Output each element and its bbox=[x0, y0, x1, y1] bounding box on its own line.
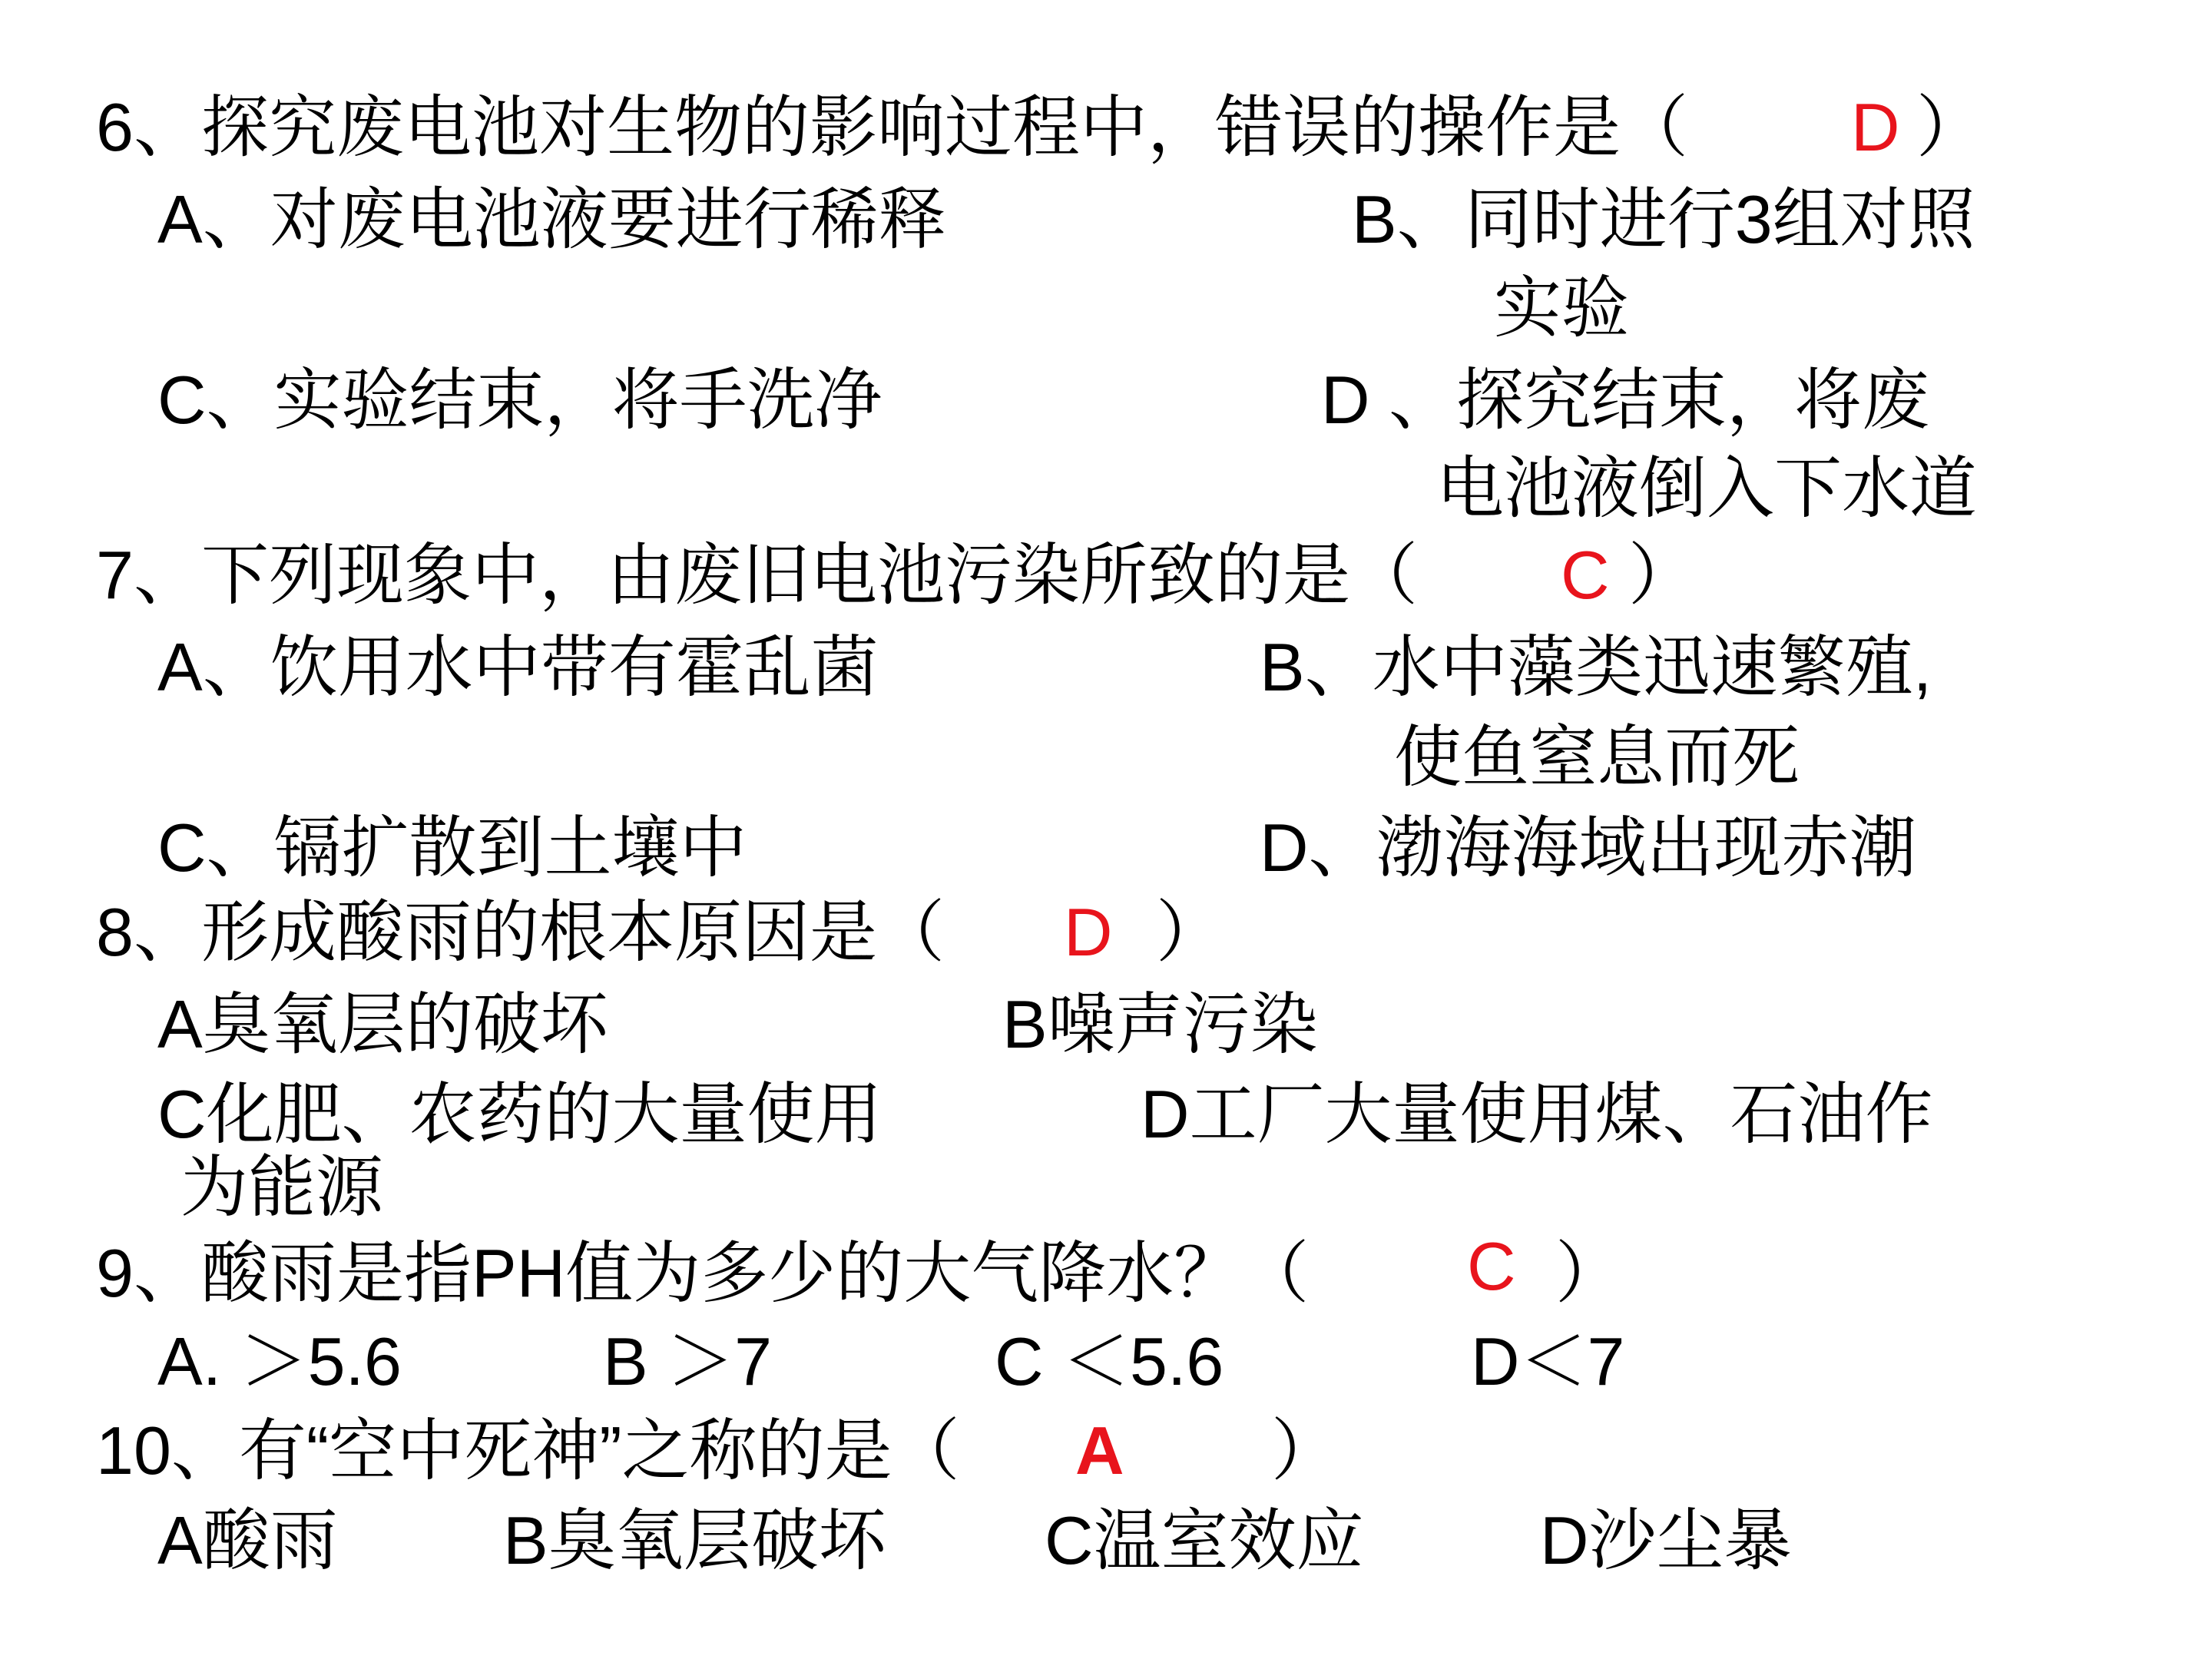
q10-answer: A bbox=[1075, 1412, 1124, 1488]
q8-option-a: A臭氧层的破坏 bbox=[157, 986, 608, 1062]
q8-option-d-cont: 为能源 bbox=[180, 1149, 384, 1225]
q8-option-c: C化肥、农药的大量使用 bbox=[157, 1076, 882, 1152]
q9-option-b: B ＞7 bbox=[603, 1323, 773, 1399]
q6-option-a: A、对废电池液要进行稀释 bbox=[157, 181, 946, 257]
q9-stem: 9、酸雨是指PH值为多少的大气降水？（ bbox=[96, 1235, 1310, 1311]
q6-option-d-cont: 电池液倒入下水道 bbox=[1436, 450, 1978, 526]
q6-option-b-cont: 实验 bbox=[1494, 270, 1630, 346]
q7-option-b-cont: 使鱼窒息而死 bbox=[1394, 719, 1800, 795]
q7-answer: C bbox=[1561, 537, 1610, 613]
q6-close-paren: ） bbox=[1916, 89, 1985, 165]
q6-answer: D bbox=[1851, 89, 1900, 165]
q8-close-paren: ） bbox=[1156, 894, 1224, 970]
q10-option-d: D沙尘暴 bbox=[1540, 1502, 1792, 1578]
q10-option-b: B臭氧层破坏 bbox=[503, 1502, 886, 1578]
q10-option-c: C温室效应 bbox=[1045, 1502, 1364, 1578]
q9-option-a: A. ＞5.6 bbox=[157, 1323, 402, 1399]
q6-option-c: C、实验结束，将手洗净 bbox=[157, 362, 882, 438]
q9-close-paren: ） bbox=[1555, 1235, 1624, 1311]
q6-option-b: B、同时进行3组对照 bbox=[1352, 181, 1975, 257]
q7-option-b: B、水中藻类迅速繁殖, bbox=[1260, 629, 1932, 705]
q10-stem: 10、有“空中死神”之称的是（ bbox=[96, 1412, 960, 1488]
q7-option-a: A、饮用水中带有霍乱菌 bbox=[157, 629, 879, 705]
q9-option-c: C ＜5.6 bbox=[995, 1323, 1224, 1399]
q7-close-paren: ） bbox=[1628, 537, 1697, 613]
q10-option-a: A酸雨 bbox=[157, 1502, 338, 1578]
q10-close-paren: ） bbox=[1271, 1412, 1339, 1488]
q6-option-d: D 、探究结束，将废 bbox=[1321, 362, 1930, 438]
q9-answer: C bbox=[1467, 1228, 1516, 1304]
q7-stem: 7、下列现象中，由废旧电池污染所致的是（ bbox=[96, 537, 1418, 613]
q8-option-d: D工厂大量使用煤、石油作 bbox=[1141, 1076, 1933, 1152]
q9-option-d: D＜7 bbox=[1471, 1323, 1625, 1399]
q8-stem: 8、形成酸雨的根本原因是（ bbox=[96, 894, 945, 970]
q7-option-d: D、渤海海域出现赤潮 bbox=[1260, 810, 1917, 886]
q7-option-c: C、镉扩散到土壤中 bbox=[157, 810, 747, 886]
q8-option-b: B噪声污染 bbox=[1002, 986, 1318, 1062]
q6-stem: 6、探究废电池对生物的影响过程中，错误的操作是（ bbox=[96, 89, 1688, 165]
q8-answer: D bbox=[1064, 894, 1113, 970]
